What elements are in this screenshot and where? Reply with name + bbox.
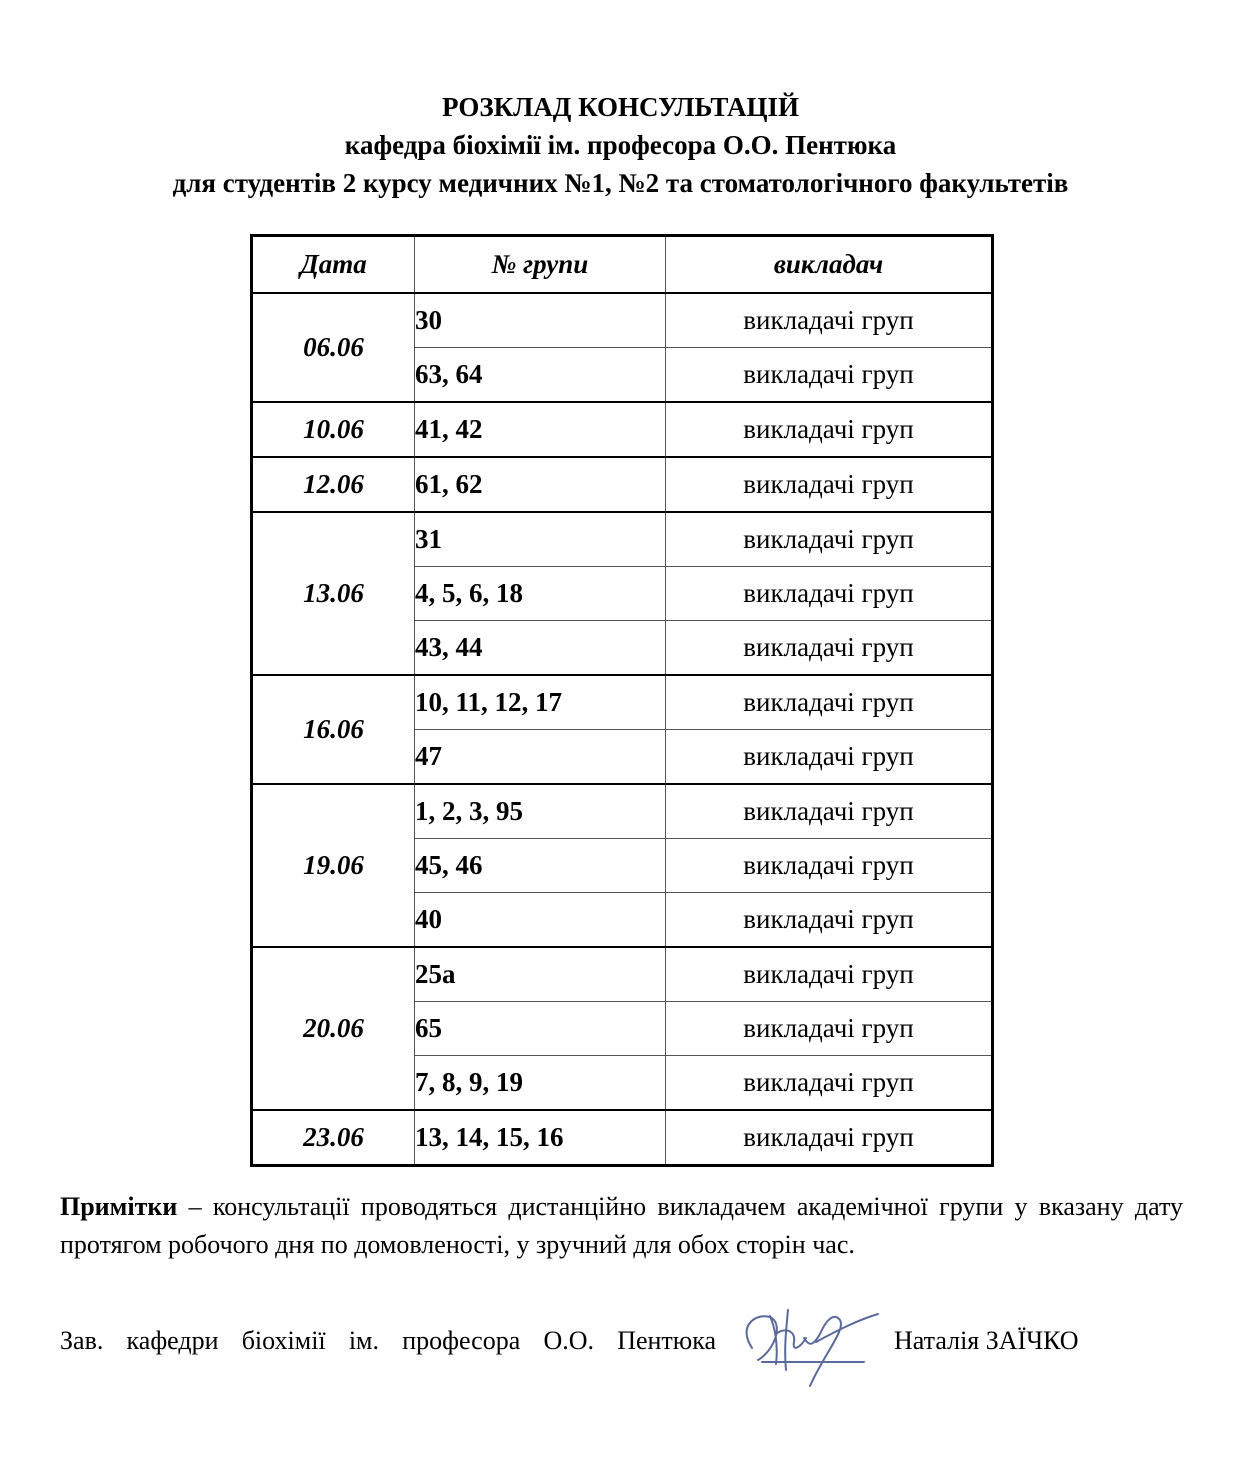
group-cell: 1, 2, 3, 95 <box>415 784 666 839</box>
group-cell: 13, 14, 15, 16 <box>415 1110 666 1166</box>
group-cell: 41, 42 <box>415 402 666 457</box>
group-cell: 63, 64 <box>415 348 666 403</box>
date-cell: 06.06 <box>252 293 415 402</box>
group-cell: 43, 44 <box>415 621 666 676</box>
signatory-position: Зав. кафедри біохімії ім. професора О.О. Пентюка <box>60 1326 716 1355</box>
teacher-cell: викладачі груп <box>666 402 993 457</box>
column-header-teacher: викладач <box>666 236 993 294</box>
teacher-cell: викладачі груп <box>666 893 993 948</box>
teacher-cell: викладачі груп <box>666 1110 993 1166</box>
document-header <box>0 88 1241 202</box>
teacher-cell: викладачі груп <box>666 457 993 512</box>
table-header-row <box>252 236 993 294</box>
document-title: РОЗКЛАД КОНСУЛЬТАЦІЙ <box>441 92 800 122</box>
date-cell: 12.06 <box>252 457 415 512</box>
table-row <box>252 457 993 512</box>
teacher-cell: викладачі груп <box>666 293 993 348</box>
group-cell: 65 <box>415 1002 666 1056</box>
group-cell: 25а <box>415 947 666 1002</box>
teacher-cell: викладачі груп <box>666 839 993 893</box>
teacher-cell: викладачі груп <box>666 784 993 839</box>
table-row <box>252 293 993 348</box>
table-row <box>252 512 993 567</box>
group-cell: 30 <box>415 293 666 348</box>
table-row <box>252 1110 993 1166</box>
consultation-schedule-table <box>250 234 994 1167</box>
group-cell: 10, 11, 12, 17 <box>415 675 666 730</box>
table-row <box>252 402 993 457</box>
handwritten-signature <box>728 1290 888 1400</box>
teacher-cell: викладачі груп <box>666 348 993 403</box>
teacher-cell: викладачі груп <box>666 1056 993 1111</box>
notes-label: Примітки <box>60 1192 178 1221</box>
teacher-cell: викладачі груп <box>666 567 993 621</box>
teacher-cell: викладачі груп <box>666 675 993 730</box>
table-row <box>252 947 993 1002</box>
group-cell: 61, 62 <box>415 457 666 512</box>
teacher-cell: викладачі груп <box>666 621 993 676</box>
date-cell: 19.06 <box>252 784 415 947</box>
group-cell: 40 <box>415 893 666 948</box>
column-header-group: № групи <box>415 236 666 294</box>
group-cell: 7, 8, 9, 19 <box>415 1056 666 1111</box>
teacher-cell: викладачі груп <box>666 730 993 785</box>
column-header-date: Дата <box>252 236 415 294</box>
date-cell: 10.06 <box>252 402 415 457</box>
notes-paragraph <box>60 1188 1183 1264</box>
date-cell: 20.06 <box>252 947 415 1110</box>
group-cell: 47 <box>415 730 666 785</box>
date-cell: 23.06 <box>252 1110 415 1166</box>
notes-text: – консультації проводяться дистанційно викладачем академічної групи у вказану дату протягом робочого дня по домовленості, у зручний для обох сторін час. <box>60 1192 1183 1259</box>
group-cell: 4, 5, 6, 18 <box>415 567 666 621</box>
date-cell: 16.06 <box>252 675 415 784</box>
teacher-cell: викладачі груп <box>666 947 993 1002</box>
signatory-name: Наталія ЗАЇЧКО <box>894 1326 1079 1355</box>
teacher-cell: викладачі груп <box>666 1002 993 1056</box>
date-cell: 13.06 <box>252 512 415 675</box>
audience-line: для студентів 2 курсу медичних №1, №2 та стоматологічного факультетів <box>172 168 1069 198</box>
table-row <box>252 675 993 730</box>
table-row <box>252 784 993 839</box>
group-cell: 31 <box>415 512 666 567</box>
department-line: кафедра біохімії ім. професора О.О. Пентюка <box>344 130 897 160</box>
group-cell: 45, 46 <box>415 839 666 893</box>
teacher-cell: викладачі груп <box>666 512 993 567</box>
